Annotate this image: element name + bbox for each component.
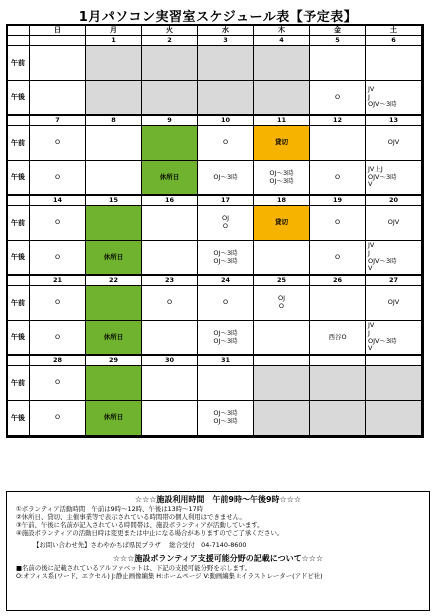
date-number [310, 36, 366, 46]
date-row-label [8, 276, 30, 286]
am-cell [366, 286, 422, 321]
date-number-text: 31 [220, 355, 231, 364]
pm-cell-text: 休所日 [103, 332, 124, 341]
date-row-label [8, 356, 30, 366]
date-number [142, 356, 198, 366]
am-cell [254, 126, 310, 161]
date-number-text: 12 [332, 115, 343, 124]
date-number-text: 21 [52, 275, 63, 284]
date-number [366, 356, 422, 366]
pm-cell-text: O [334, 252, 341, 261]
pm-cell [30, 161, 86, 196]
pm-cell-text: 休所日 [103, 252, 124, 261]
weekday-header-text: 土 [390, 26, 397, 35]
pm-cell [366, 321, 422, 356]
pm-cell [254, 401, 310, 436]
am-cell-text: OJV [387, 298, 400, 307]
pm-cell [30, 321, 86, 356]
am-label-text: 午前 [11, 138, 25, 147]
date-number-text: 30 [164, 355, 175, 364]
pm-label-text: 午後 [11, 333, 25, 342]
am-cell [198, 366, 254, 401]
date-number-text: 18 [276, 195, 287, 204]
date-number-text: 7 [55, 115, 60, 124]
note-item-4: ④施設ボランティアの活動日時は変更または中止になる場合がありますのでご了承ください。 [16, 529, 284, 537]
pm-cell [198, 161, 254, 196]
am-cell [30, 206, 86, 241]
am-label-text: 午前 [11, 218, 25, 227]
am-cell-text: O [166, 298, 173, 307]
am-cell-text: O [334, 218, 341, 227]
pm-cell-text: JV J OJV～3時 V [368, 320, 397, 353]
note-item-3: ③午前、午後に名前が記入されている時間帯は、施設ボランティアが活動しています。 [16, 521, 264, 529]
date-number [198, 356, 254, 366]
date-number-text: 22 [108, 275, 119, 284]
date-number-text: 19 [332, 195, 343, 204]
corner-cell [8, 26, 30, 36]
date-number-text: 1 [111, 35, 116, 44]
date-number [198, 116, 254, 126]
pm-cell [142, 81, 198, 116]
am-cell [86, 286, 142, 321]
am-cell [310, 126, 366, 161]
am-cell-text: O [54, 218, 61, 227]
date-number [86, 36, 142, 46]
weekday-header [30, 26, 86, 36]
pm-cell-text: O [54, 413, 61, 422]
weekday-header-text: 木 [278, 26, 285, 35]
am-cell [254, 206, 310, 241]
date-number-text: 5 [335, 35, 340, 44]
date-number-text: 16 [164, 195, 175, 204]
weekday-header [142, 26, 198, 36]
date-number-text: 27 [388, 275, 399, 284]
pm-cell-text: O [334, 172, 341, 181]
pm-cell-text: OJ～3時 OJ～3時 [213, 409, 238, 425]
date-number-text: 13 [388, 115, 399, 124]
am-cell-text: OJ O [277, 294, 286, 310]
pm-cell [142, 321, 198, 356]
date-number [142, 116, 198, 126]
am-cell [142, 126, 198, 161]
date-number [142, 36, 198, 46]
pm-cell [86, 321, 142, 356]
date-number [254, 196, 310, 206]
date-number [142, 276, 198, 286]
am-cell [254, 366, 310, 401]
am-cell-text: O [54, 378, 61, 387]
am-cell [86, 126, 142, 161]
am-cell [366, 206, 422, 241]
date-number [30, 116, 86, 126]
pm-cell [310, 161, 366, 196]
am-cell-text: 貸切 [275, 138, 288, 147]
am-cell [310, 46, 366, 81]
pm-cell [254, 81, 310, 116]
am-cell [142, 46, 198, 81]
pm-label-text: 午後 [11, 413, 25, 422]
pm-cell-text: OJ～3時 OJ～3時 [269, 168, 294, 185]
date-number [142, 196, 198, 206]
date-number [310, 276, 366, 286]
am-cell [142, 366, 198, 401]
date-number-text: 9 [167, 115, 172, 124]
date-number-text: 25 [276, 275, 287, 284]
pm-cell [86, 401, 142, 436]
am-cell [366, 366, 422, 401]
am-cell [86, 46, 142, 81]
am-cell-text: O [54, 298, 61, 307]
am-cell-text: OJ O [221, 214, 230, 230]
am-cell [310, 206, 366, 241]
date-number [86, 276, 142, 286]
date-number [198, 196, 254, 206]
date-number [254, 116, 310, 126]
date-row-label [8, 36, 30, 46]
am-cell-text: O [222, 138, 229, 147]
pm-label [8, 401, 30, 436]
am-cell [366, 46, 422, 81]
pm-cell [30, 401, 86, 436]
am-cell-text: OJV [387, 138, 400, 147]
pm-cell-text: 休所日 [103, 413, 124, 422]
am-cell [30, 366, 86, 401]
date-number [30, 276, 86, 286]
am-label-text: 午前 [11, 298, 25, 307]
pm-cell [366, 161, 422, 196]
date-number [30, 36, 86, 46]
pm-cell [86, 81, 142, 116]
pm-cell-text: JV J OJV～3時 V [368, 240, 397, 273]
date-number-text: 8 [111, 115, 116, 124]
date-number [198, 276, 254, 286]
date-number-text: 29 [108, 355, 119, 364]
pm-cell-text: O [334, 92, 341, 101]
page-title: 1月パソコン実習室スケジュール表【予定表】 [78, 10, 358, 25]
am-cell [254, 286, 310, 321]
volunteer-line-2: O:オフィス系(ワード、エクセル) J:静止画像編集 H:ホームページ V:動画編集 I:イラストレーター(アドビ社) [16, 572, 323, 580]
am-cell-text: O [222, 298, 229, 307]
pm-cell-text: O [54, 252, 61, 261]
pm-cell [310, 81, 366, 116]
pm-cell [254, 161, 310, 196]
date-number [366, 36, 422, 46]
pm-cell [86, 161, 142, 196]
schedule-calendar [6, 24, 424, 438]
pm-cell [198, 81, 254, 116]
pm-cell [310, 321, 366, 356]
am-cell [142, 286, 198, 321]
weekday-header-text: 月 [110, 26, 117, 35]
am-label [8, 206, 30, 241]
date-number [254, 36, 310, 46]
pm-cell-text: 西谷O [328, 332, 347, 341]
pm-cell [198, 241, 254, 276]
date-number-text: 3 [223, 35, 228, 44]
date-number-text: 14 [52, 195, 63, 204]
am-cell [30, 46, 86, 81]
date-number-text: 28 [52, 355, 63, 364]
am-cell [30, 286, 86, 321]
date-number-text: 20 [388, 195, 399, 204]
date-number [310, 356, 366, 366]
am-cell [310, 366, 366, 401]
date-number [366, 116, 422, 126]
am-cell [310, 286, 366, 321]
am-cell [254, 46, 310, 81]
pm-label [8, 81, 30, 116]
pm-cell [366, 81, 422, 116]
date-number-text: 11 [276, 115, 287, 124]
date-number [86, 356, 142, 366]
date-number [366, 276, 422, 286]
am-cell [142, 206, 198, 241]
am-label-text: 午前 [11, 58, 25, 67]
date-number-text: 17 [220, 195, 231, 204]
pm-cell [30, 241, 86, 276]
date-number-text: 4 [279, 35, 284, 44]
pm-label-text: 午後 [11, 93, 25, 102]
pm-cell [86, 241, 142, 276]
pm-label-text: 午後 [11, 173, 25, 182]
am-cell-text: OJV [387, 218, 400, 227]
date-number-text: 24 [220, 275, 231, 284]
contact-info: 【お問い合わせ先】さわやかちば県民プラザ 総合受付 04-7140-8600 [33, 541, 247, 549]
pm-label-text: 午後 [11, 253, 25, 262]
pm-cell [142, 241, 198, 276]
date-number [254, 276, 310, 286]
am-cell-text: 貸切 [275, 218, 288, 227]
pm-cell [198, 401, 254, 436]
pm-cell [366, 241, 422, 276]
hours-title: ☆☆☆施設利用時間 午前9時～午後9時☆☆☆ [134, 495, 302, 504]
am-cell [198, 206, 254, 241]
pm-cell [30, 81, 86, 116]
pm-cell [366, 401, 422, 436]
weekday-header [310, 26, 366, 36]
am-label [8, 366, 30, 401]
am-label [8, 286, 30, 321]
pm-cell [254, 241, 310, 276]
date-number-text: 2 [167, 35, 172, 44]
weekday-header [366, 26, 422, 36]
notes-section [6, 491, 430, 611]
date-row-label [8, 116, 30, 126]
pm-cell [310, 401, 366, 436]
date-row-label [8, 196, 30, 206]
date-number [86, 196, 142, 206]
am-cell [198, 286, 254, 321]
volunteer-line-1: ■名前の後に記載されているアルファベットは、下記の支援可能分野を示します。 [16, 564, 252, 572]
am-cell [86, 366, 142, 401]
date-number-text: 10 [220, 115, 231, 124]
note-item-1: ①ボランティア活動時間 午前は9時～12時、午後は13時～17時 [16, 505, 204, 513]
pm-label [8, 321, 30, 356]
am-cell [198, 46, 254, 81]
pm-cell-text: JV上J OJV～3時 V [368, 164, 397, 189]
volunteer-title: ☆☆☆施設ボランティア支援可能分野の記載について☆☆☆ [112, 554, 324, 563]
pm-cell [254, 321, 310, 356]
weekday-header-text: 火 [166, 26, 173, 35]
pm-cell-text: OJ～3時 [213, 172, 238, 181]
date-number-text: 23 [164, 275, 175, 284]
date-number [86, 116, 142, 126]
weekday-header-text: 日 [54, 26, 61, 35]
am-cell [86, 206, 142, 241]
weekday-header [86, 26, 142, 36]
am-cell [30, 126, 86, 161]
pm-label [8, 241, 30, 276]
pm-cell-text: 休所日 [159, 172, 180, 181]
am-label-text: 午前 [11, 378, 25, 387]
pm-cell [310, 241, 366, 276]
am-cell [198, 126, 254, 161]
date-number [198, 36, 254, 46]
weekday-header-text: 金 [334, 26, 341, 35]
date-number [254, 356, 310, 366]
note-item-2: ②休所日、貸切、主催事業等で表示されている時間帯の個人利用はできません。 [16, 513, 246, 521]
pm-cell [198, 321, 254, 356]
date-number-text: 6 [391, 35, 396, 44]
am-label [8, 46, 30, 81]
am-label [8, 126, 30, 161]
date-number [30, 196, 86, 206]
date-number [310, 196, 366, 206]
weekday-header [254, 26, 310, 36]
pm-cell [142, 401, 198, 436]
date-number [30, 356, 86, 366]
pm-cell-text: OJ～3時 OJ～3時 [213, 248, 238, 265]
date-number [366, 196, 422, 206]
pm-cell [142, 161, 198, 196]
pm-cell-text: JV J OJV～3時 [368, 84, 397, 109]
date-number-text: 15 [108, 195, 119, 204]
pm-cell-text: O [54, 172, 61, 181]
date-number [310, 116, 366, 126]
am-cell [366, 126, 422, 161]
weekday-header-text: 水 [222, 26, 229, 35]
pm-label [8, 161, 30, 196]
pm-cell-text: O [54, 332, 61, 341]
pm-cell-text: OJ～3時 OJ～3時 [213, 328, 238, 345]
am-cell-text: O [54, 138, 61, 147]
weekday-header [198, 26, 254, 36]
date-number-text: 26 [332, 275, 343, 284]
